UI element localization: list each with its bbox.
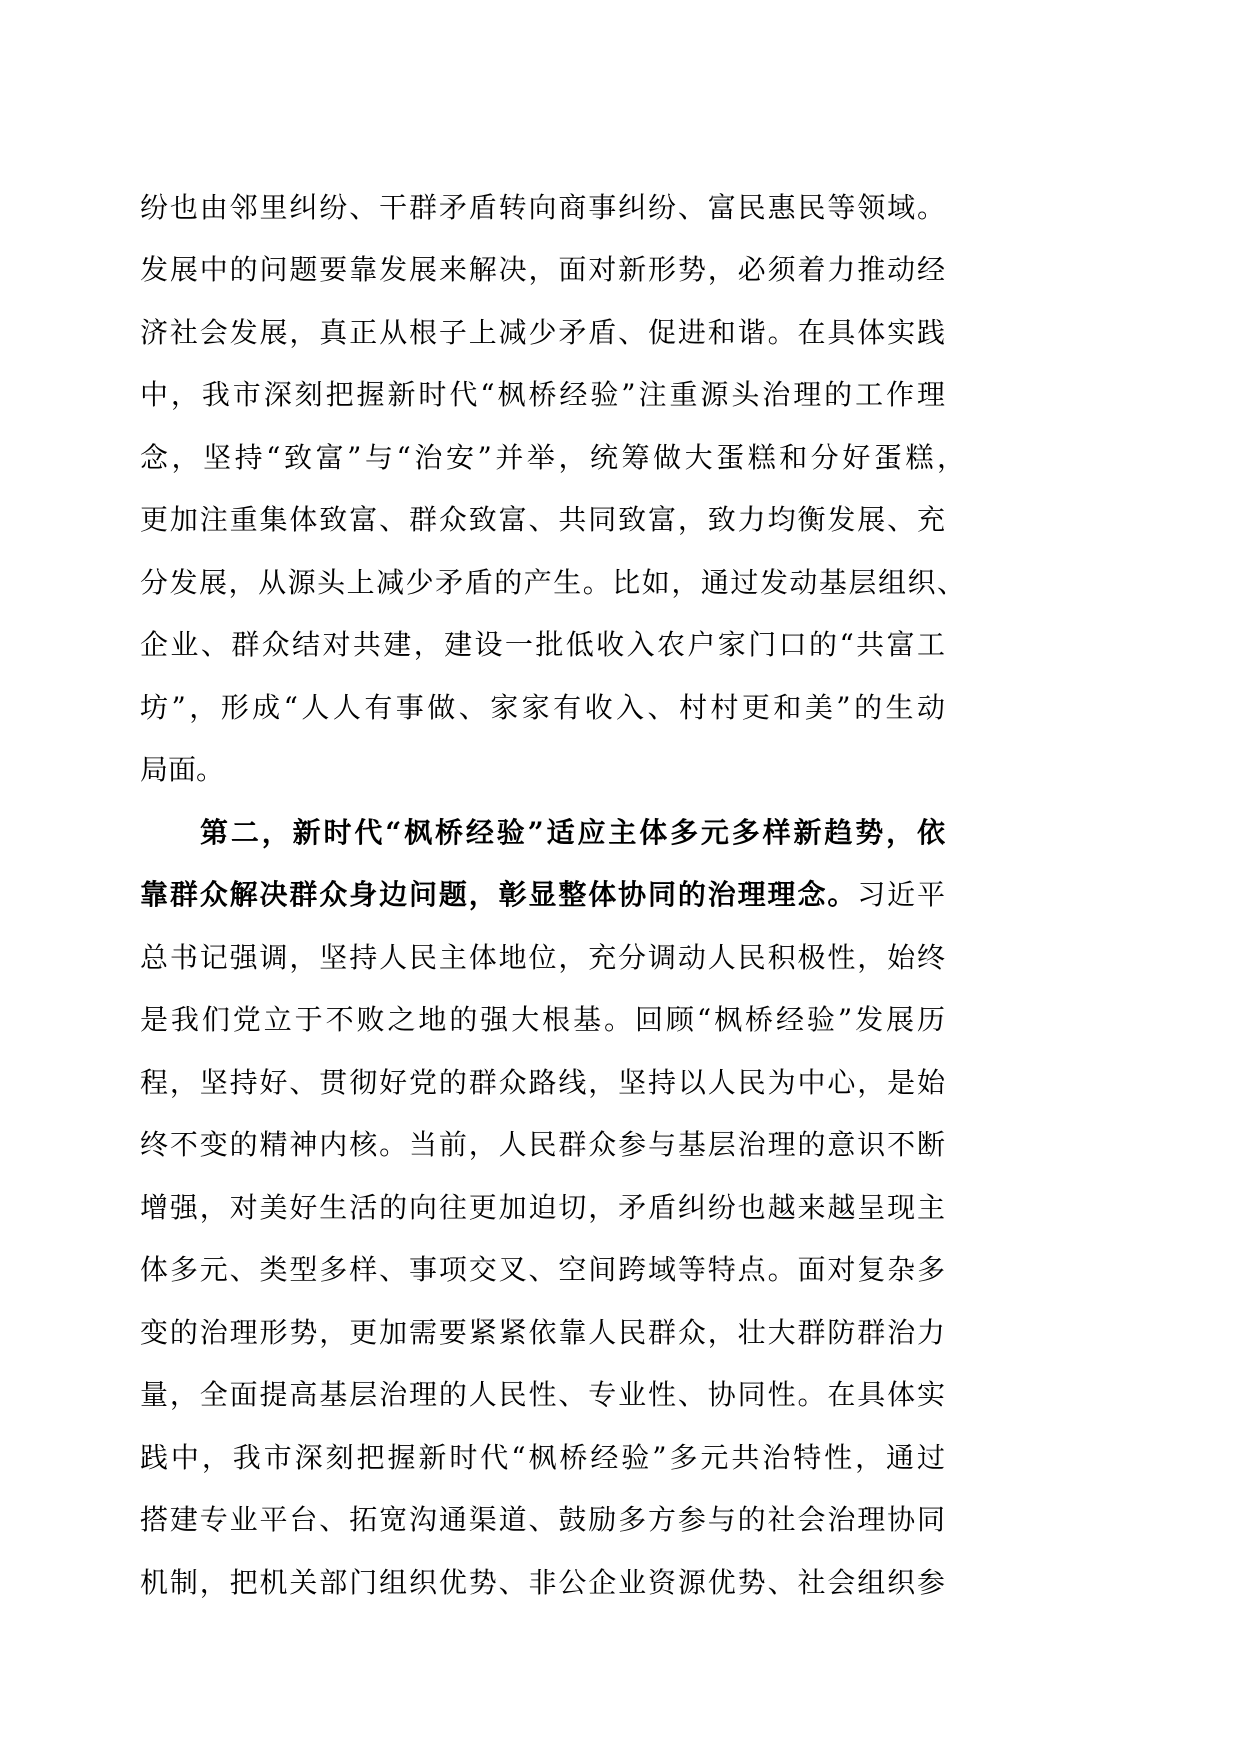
text-line: 发展中的问题要靠发展来解决，面对新形势，必须着力推动经 — [140, 253, 945, 286]
text-line: 坊”，形成“人人有事做、家家有收入、村村更和美”的生动 — [140, 691, 945, 724]
text-line: 总书记强调，坚持人民主体地位，充分调动人民积极性，始终 — [140, 941, 945, 974]
text-line: 机制，把机关部门组织优势、非公企业资源优势、社会组织参 — [140, 1566, 945, 1599]
text-line: 体多元、类型多样、事项交叉、空间跨域等特点。面对复杂多 — [140, 1253, 945, 1286]
text-line: 中，我市深刻把握新时代“枫桥经验”注重源头治理的工作理 — [140, 378, 945, 411]
text-line: 分发展，从源头上减少矛盾的产生。比如，通过发动基层组织、 — [140, 566, 965, 599]
text-line: 量，全面提高基层治理的人民性、专业性、协同性。在具体实 — [140, 1378, 945, 1411]
text-line — [140, 875, 945, 915]
bold-lead-line: 第二，新时代“枫桥经验”适应主体多元多样新趋势，依 — [200, 816, 945, 849]
text-line: 是我们党立于不败之地的强大根基。回顾“枫桥经验”发展历 — [140, 1003, 945, 1036]
text-line: 程，坚持好、贯彻好党的群众路线，坚持以人民为中心，是始 — [140, 1066, 945, 1099]
text-line: 变的治理形势，更加需要紧紧依靠人民群众，壮大群防群治力 — [140, 1316, 945, 1349]
text-line: 增强，对美好生活的向往更加迫切，矛盾纠纷也越来越呈现主 — [140, 1191, 945, 1224]
text-line: 践中，我市深刻把握新时代“枫桥经验”多元共治特性，通过 — [140, 1441, 945, 1474]
text-line: 局面。 — [140, 753, 225, 786]
text-line: 更加注重集体致富、群众致富、共同致富，致力均衡发展、充 — [140, 503, 945, 536]
text-line: 济社会发展，真正从根子上减少矛盾、促进和谐。在具体实践 — [140, 316, 945, 349]
text-line: 纷也由邻里纠纷、干群矛盾转向商事纠纷、富民惠民等领域。 — [140, 191, 945, 224]
body-text: 习近平 — [857, 878, 945, 911]
text-line: 搭建专业平台、拓宽沟通渠道、鼓励多方参与的社会治理协同 — [140, 1503, 945, 1536]
text-line: 念，坚持“致富”与“治安”并举，统筹做大蛋糕和分好蛋糕， — [140, 441, 965, 474]
text-line: 企业、群众结对共建，建设一批低收入农户家门口的“共富工 — [140, 628, 945, 661]
bold-lead-text: 靠群众解决群众身边问题，彰显整体协同的治理理念。 — [140, 878, 858, 911]
text-line: 终不变的精神内核。当前，人民群众参与基层治理的意识不断 — [140, 1128, 945, 1161]
